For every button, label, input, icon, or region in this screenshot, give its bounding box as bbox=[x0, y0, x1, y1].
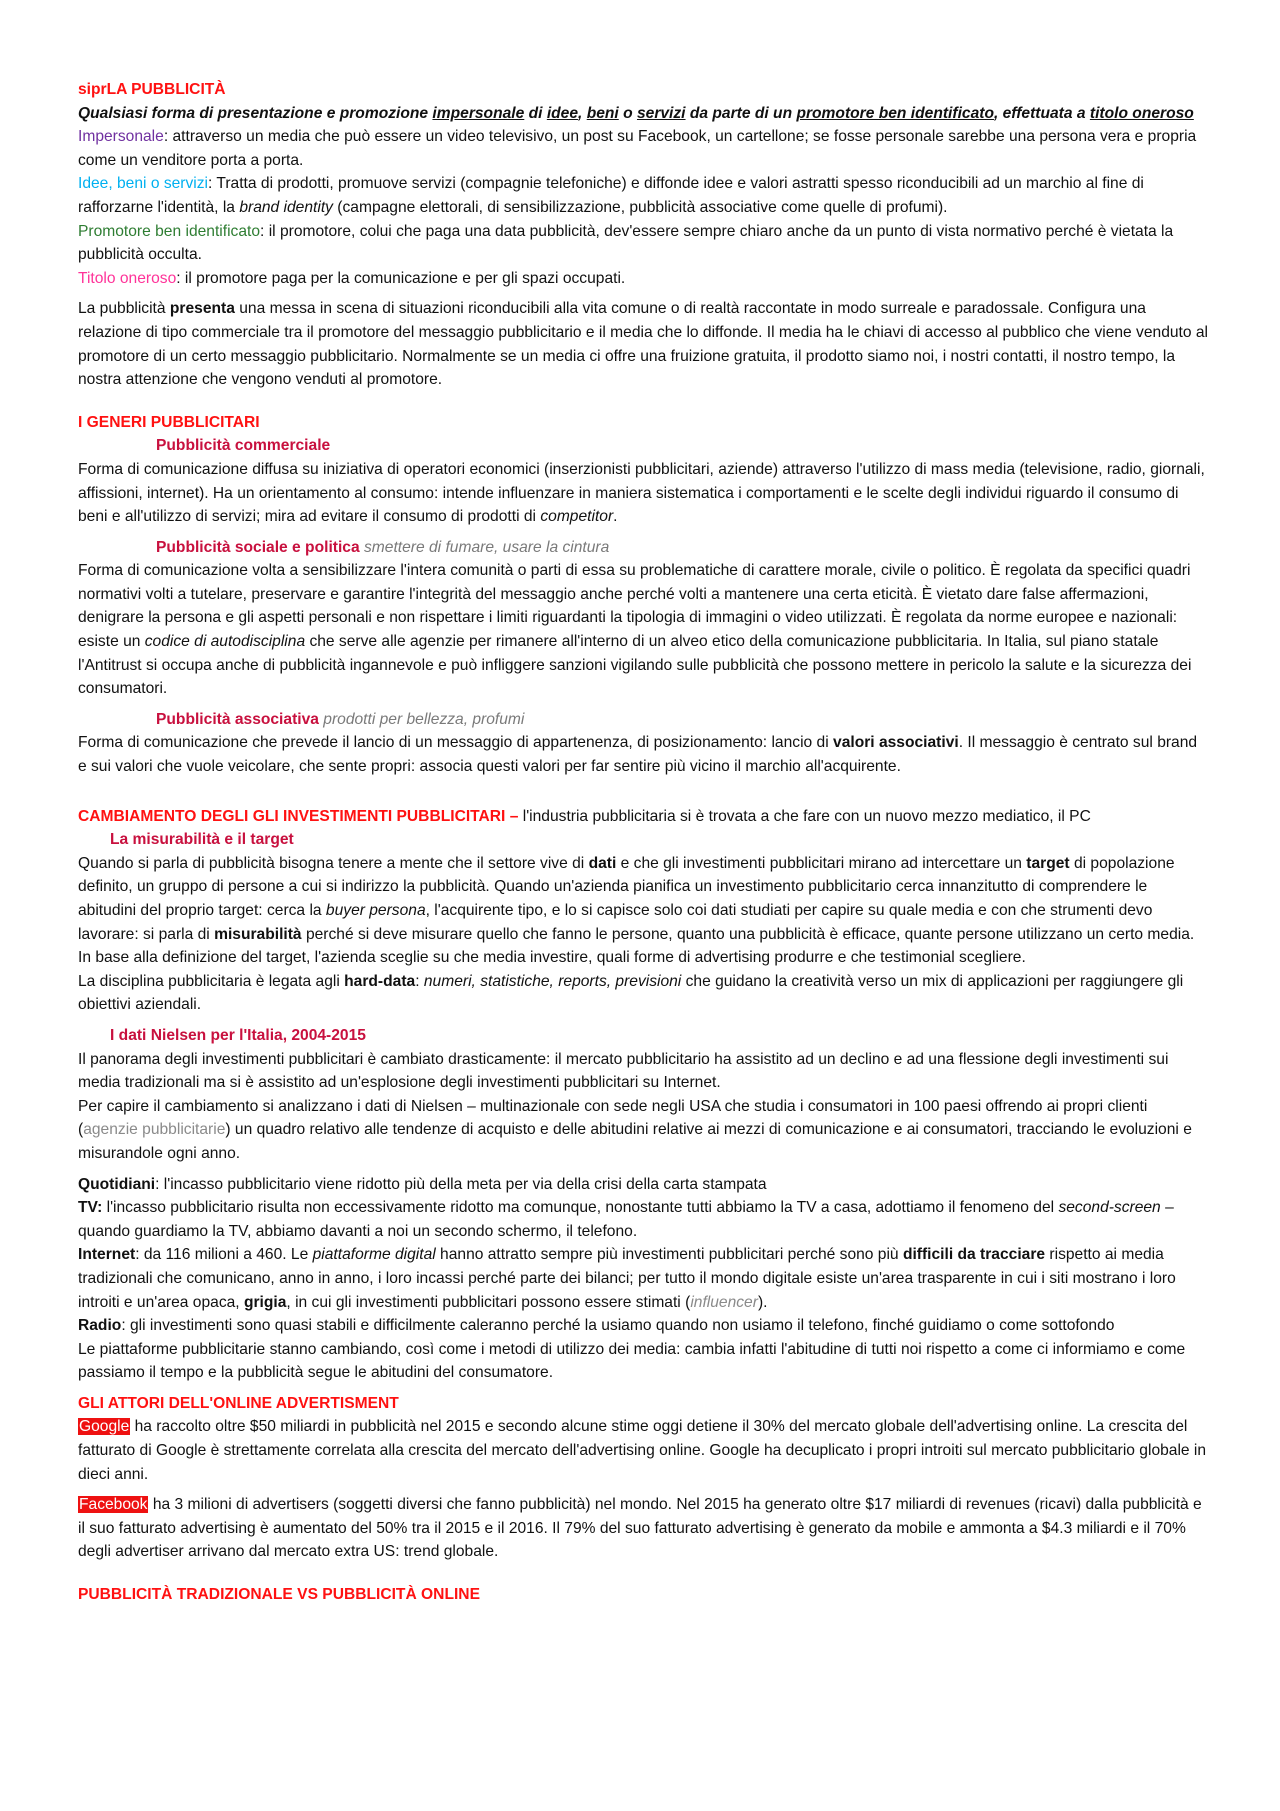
bold-run: dati bbox=[588, 854, 617, 872]
italic-run: second-screen bbox=[1058, 1199, 1161, 1217]
paragraph-target: In base alla definizione del target, l'azienda sceglie su che media investire, quali forme di advertising produrre e che testimonial scegliere. bbox=[78, 949, 1026, 967]
text-run: ha raccolto oltre $50 miliardi in pubblicità nel 2015 e secondo alcune stime oggi detiene il 30% del mercato globale dell'advertising online. La crescita del fatturato di Google è strettamente correlata alla crescita del mercato dell'advertising online. Google ha decuplicato i propri introiti sul mercato pubblicitario globale in dieci anni. bbox=[78, 1418, 1207, 1483]
item-text: – quando guardiamo la TV, abbiamo davanti a noi un secondo schermo, il telefono. bbox=[78, 1199, 1174, 1240]
item-tv bbox=[78, 1196, 1208, 1243]
document-page bbox=[78, 78, 1208, 1607]
definition bbox=[78, 102, 1208, 126]
item-text: ). bbox=[757, 1293, 768, 1311]
term-label: Impersonale bbox=[78, 128, 164, 146]
term-impersonale bbox=[78, 125, 1208, 172]
bold-run: hard-data bbox=[344, 972, 416, 990]
text-run: Forma di comunicazione che prevede il lancio di un messaggio di appartenenza, di posizionamento: lancio di bbox=[78, 734, 834, 752]
item-label: Quotidiani bbox=[78, 1175, 156, 1193]
item-text: , in cui gli investimenti pubblicitari possono essere stimati ( bbox=[286, 1293, 691, 1311]
term-titolo bbox=[78, 267, 1208, 291]
text-run: La pubblicità bbox=[78, 300, 170, 318]
text-run: di popolazione definito, un gruppo di persone a cui si indirizzo la pubblicità. Quando un'azienda pianifica un investimento pubblicitario cerca innanzitutto di comprendere le abitudini del proprio target: cerca la bbox=[78, 854, 1175, 919]
definition-part: da parte di un bbox=[685, 104, 797, 122]
subheading-sociale bbox=[78, 536, 1208, 560]
italic-run: numeri, statistiche, reports, previsioni bbox=[423, 972, 682, 990]
subheading-commerciale: Pubblicità commerciale bbox=[156, 437, 331, 455]
text-run: e che gli investimenti pubblicitari mirano ad intercettare un bbox=[616, 854, 1027, 872]
definition-part: idee bbox=[546, 104, 579, 122]
text-run: che guidano la creatività verso un mix di applicazioni per raggiungere gli obiettivi aziendali. bbox=[78, 972, 1184, 1014]
definition-part: promotore ben identificato bbox=[796, 104, 994, 122]
item-radio bbox=[78, 1314, 1208, 1338]
subheading-associativa bbox=[78, 708, 1208, 732]
term-text: : attraverso un media che può essere un video televisivo, un post su Facebook, un cartellone; se fosse personale sarebbe una persona vera e propria come un venditore porta a porta. bbox=[78, 128, 1197, 169]
bold-run: grigia bbox=[243, 1293, 287, 1311]
section-heading-attori: GLI ATTORI DELL'ONLINE ADVERTISMENT bbox=[78, 1394, 399, 1412]
paragraph-misurabilita bbox=[78, 852, 1208, 946]
subheading-note: smettere di fumare, usare la cintura bbox=[364, 538, 610, 556]
term-label: Promotore ben identificato bbox=[78, 222, 261, 240]
item-label: TV: bbox=[78, 1199, 103, 1217]
definition-part: o bbox=[618, 104, 637, 122]
paragraph-associativa bbox=[78, 731, 1208, 778]
text-run: che serve alle agenzie per rimanere all'interno di un alveo etico della comunicazione pubblicitaria. In Italia, sul piano statale l'Antitrust si occupa anche di pubblicità ingannevole e può infliggere sanzioni vigilando sulle pubblicità che possono mettere in pericolo la salute e la sicurezza dei consumatori. bbox=[78, 633, 1192, 698]
term-idee bbox=[78, 172, 1208, 219]
subheading-misurabilita: La misurabilità e il target bbox=[110, 831, 294, 849]
item-label: Internet bbox=[78, 1246, 136, 1264]
gray-run: agenzie pubblicitarie bbox=[83, 1121, 226, 1139]
bold-run: difficili da tracciare bbox=[902, 1246, 1046, 1264]
item-text: : da 116 milioni a 460. Le bbox=[135, 1246, 313, 1264]
bold-run: target bbox=[1026, 854, 1070, 872]
term-text: (campagne elettorali, di sensibilizzazione, pubblicità associative come quelle di profumi). bbox=[332, 198, 948, 216]
definition-part: Qualsiasi forma di presentazione e promozione bbox=[78, 104, 433, 122]
highlight-label: Google bbox=[79, 1418, 130, 1436]
paragraph-commerciale bbox=[78, 458, 1208, 529]
term-text: : Tratta di prodotti, promuove servizi (compagnie telefoniche) e diffonde idee e valori astratti spesso riconducibili ad un marchio al fine di rafforzarne l'identità, la bbox=[78, 175, 1144, 216]
text-run: ha 3 milioni di advertisers (soggetti diversi che fanno pubblicità) nel mondo. Nel 2015 ha generato oltre $17 miliardi di revenues (ricavi) dalla pubblicità e il suo fatturato advertising è aumentato del 50% tra il 2015 e il 2016. Il 79% del suo fatturato advertising è generato da mobile e ammonta a $4.3 miliardi e il 70% degli advertiser arrivano dal mercato extra US: trend globale. bbox=[78, 1496, 1202, 1561]
definition-part: impersonale bbox=[432, 104, 525, 122]
paragraph-google bbox=[78, 1415, 1208, 1486]
item-quotidiani bbox=[78, 1173, 1208, 1197]
text-run: : bbox=[415, 972, 424, 990]
definition-part: , effettuata a bbox=[993, 104, 1090, 122]
italic-run: competitor bbox=[540, 508, 614, 526]
paragraph-piattaforme: Le piattaforme pubblicitarie stanno cambiando, così come i metodi di utilizzo dei media: cambia infatti l'abitudine di tutti noi rispetto a come ci informiamo e come passiamo il tempo e la pubblicità segue le abitudini del consumatore. bbox=[78, 1340, 1186, 1382]
bold-run: valori associativi bbox=[833, 734, 959, 752]
definition-part: di bbox=[524, 104, 547, 122]
text-run: Per capire il cambiamento si analizzano i dati di Nielsen – multinazionale con sede negli USA che studia i consumatori in 100 paesi offrendo ai propri clienti ( bbox=[78, 1097, 1148, 1139]
item-text: hanno attratto sempre più investimenti pubblicitari perché sono più bbox=[435, 1246, 903, 1264]
subheading-note: prodotti per bellezza, profumi bbox=[323, 710, 525, 728]
heading-text: CAMBIAMENTO DEGLI GLI INVESTIMENTI PUBBLICITARI – bbox=[78, 807, 519, 825]
text-run: ) un quadro relativo alle tendenze di acquisto e delle abitudini relative ai mezzi di comunicazione e ai consumatori, tracciando le evoluzioni e misurandole ogni anno. bbox=[78, 1121, 1192, 1162]
item-text: : gli investimenti sono quasi stabili e difficilmente caleranno perché la usiamo quando non usiamo il telefono, finché guidiamo o come sottofondo bbox=[121, 1317, 1115, 1335]
text-run: La disciplina pubblicitaria è legata agli bbox=[78, 972, 345, 990]
section-heading-generi: I GENERI PUBBLICITARI bbox=[78, 413, 260, 431]
term-label: Idee, beni o servizi bbox=[78, 175, 209, 193]
bold-run: misurabilità bbox=[214, 925, 302, 943]
heading-tail: l'industria pubblicitaria si è trovata a che fare con un nuovo mezzo mediatico, il PC bbox=[518, 807, 1091, 825]
doc-title: siprLA PUBBLICITÀ bbox=[78, 81, 226, 98]
italic-run: piattaforme digital bbox=[312, 1246, 436, 1264]
section-heading-tradizionale-vs-online: PUBBLICITÀ TRADIZIONALE VS PUBBLICITÀ ONLINE bbox=[78, 1586, 480, 1604]
text-run: Forma di comunicazione volta a sensibilizzare l'intera comunità o parti di essa su problematiche di carattere morale, civile o politico. È regolata da specifici quadri normativi volti a tutelare, preservare e garantire l'integrità del messaggio anche perché volti a mantenere una certa eticità. È vietato dare false affermazioni, denigrare la persona e gli aspetti personali e non rispettare i limiti riguardanti la tipologia di immagini o video utilizzati. È regolata da norme europee e nazionali: esiste un bbox=[78, 562, 1191, 651]
text-run: una messa in scena di situazioni riconducibili alla vita comune o di realtà raccontate in modo surreale e paradossale. Configura una relazione di tipo commerciale tra il promotore del messaggio pubblicitario e il media che lo diffonde. Il media ha le chiavi di accesso al pubblico che viene venduto al promotore di un certo messaggio pubblicitario. Normalmente se un media ci offre una fruizione gratuita, il prodotto siamo noi, i nostri contatti, il nostro tempo, la nostra attenzione che vengono venduti al promotore. bbox=[78, 300, 1209, 389]
text-run: Forma di comunicazione diffusa su iniziativa di operatori economici (inserzionisti pubblicitari, aziende) attraverso l'utilizzo di mass media (televisione, radio, giornali, affissioni, internet). Ha un orientamento al consumo: intende influenzare in maniera sistematica i comportamenti e le scelte degli individui riguardo il consumo di beni e all'utilizzo di servizi; mira ad evitare il consumo di prodotti di bbox=[78, 460, 1205, 526]
definition-part: servizi bbox=[636, 104, 686, 122]
italic-run: buyer persona bbox=[325, 902, 426, 919]
item-internet bbox=[78, 1243, 1208, 1314]
term-label: Titolo oneroso bbox=[78, 269, 177, 287]
paragraph-panorama: Il panorama degli investimenti pubblicitari è cambiato drasticamente: il mercato pubblicitario ha assistito ad un declino e ad una flessione degli investimenti sui media tradizionali ma si è assistito ad un'esplosione degli investimenti pubblicitari su Internet. bbox=[78, 1050, 1169, 1092]
text-run: . Il messaggio è centrato sul brand e sui valori che vuole veicolare, che sente propri: associa questi valori per far sentire più vicino il marchio all'acquirente. bbox=[78, 734, 1198, 776]
gray-run: influencer bbox=[690, 1293, 758, 1311]
term-text: : il promotore paga per la comunicazione e per gli spazi occupati. bbox=[176, 269, 626, 287]
subheading-title: Pubblicità sociale e politica bbox=[156, 538, 360, 556]
text-run: perché si deve misurare quello che fanno le persone, quanto una pubblicità è efficace, quante persone utilizzano un certo media. bbox=[301, 925, 1195, 943]
paragraph-hard-data bbox=[78, 970, 1208, 1017]
subheading-nielsen: I dati Nielsen per l'Italia, 2004-2015 bbox=[110, 1026, 366, 1044]
italic-run: codice di autodisciplina bbox=[144, 633, 306, 651]
term-text: : il promotore, colui che paga una data pubblicità, dev'essere sempre chiaro anche da un punto di vista normativo perché è vietata la pubblicità occulta. bbox=[78, 222, 1174, 264]
item-text: rispetto ai media tradizionali che comunicano, anno in anno, i loro incassi perché parte dei bilanci; per tutto il mondo digitale esiste un'area trasparente in cui i siti mostrano i loro introiti e un'area opaca, bbox=[78, 1246, 1176, 1311]
paragraph-nielsen bbox=[78, 1095, 1208, 1166]
section-heading-cambiamento bbox=[78, 805, 1208, 829]
item-text: : l'incasso pubblicitario viene ridotto più della meta per via della crisi della carta stampata bbox=[155, 1175, 767, 1193]
item-label: Radio bbox=[78, 1317, 122, 1335]
item-text: l'incasso pubblicitario risulta non eccessivamente ridotto ma comunque, nonostante tutti abbiamo la TV a casa, adottiamo il fenomeno del bbox=[102, 1199, 1059, 1217]
subheading-title: Pubblicità associativa bbox=[156, 710, 319, 728]
paragraph-sociale bbox=[78, 559, 1208, 701]
term-emphasis: brand identity bbox=[239, 198, 333, 216]
term-promotore bbox=[78, 220, 1208, 267]
bold-run: presenta bbox=[169, 300, 235, 318]
text-run: , l'acquirente tipo, e lo si capisce solo coi dati studiati per capire su quale media e con che strumenti devo lavorare: si parla di bbox=[78, 902, 1153, 943]
highlight-label: Facebook bbox=[79, 1496, 148, 1514]
definition-part: beni bbox=[586, 104, 619, 122]
text-run: Quando si parla di pubblicità bisogna tenere a mente che il settore vive di bbox=[78, 854, 589, 872]
definition-part: titolo oneroso bbox=[1089, 104, 1194, 122]
paragraph-facebook bbox=[78, 1493, 1208, 1564]
text-run: . bbox=[613, 508, 618, 526]
definition-part: , bbox=[578, 104, 587, 122]
intro-paragraph bbox=[78, 297, 1208, 391]
